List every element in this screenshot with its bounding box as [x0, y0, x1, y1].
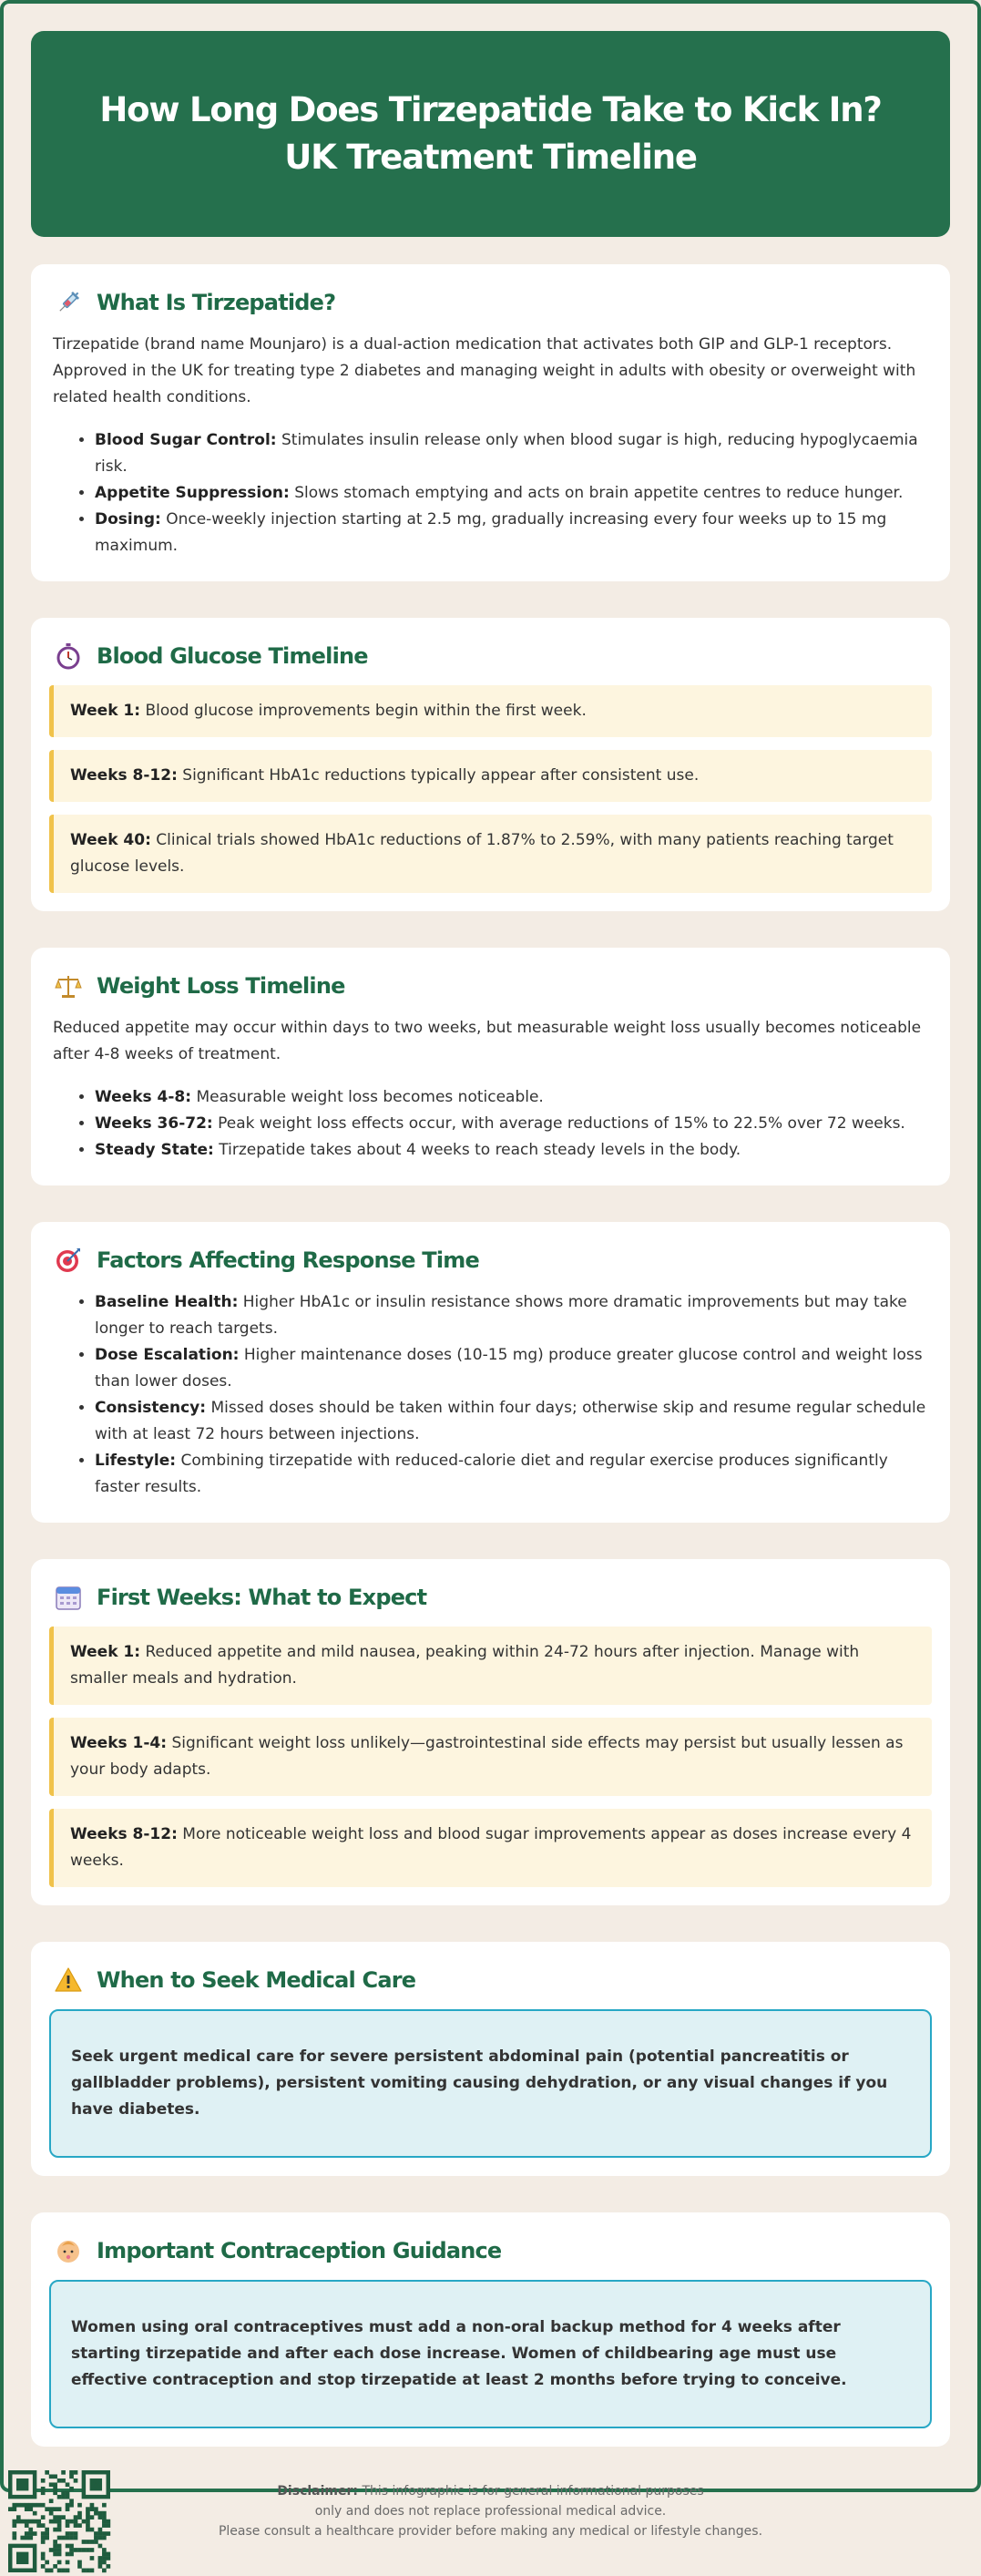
list-item: [95, 507, 932, 559]
disclaimer-text: This infographic is for general informational purposes: [358, 2484, 704, 2499]
list-item: [95, 1448, 932, 1501]
section-title: Important Contraception Guidance: [97, 2238, 502, 2263]
infographic: [31, 31, 950, 2556]
item-text: Slows stomach emptying and acts on brain appetite centres to reduce hunger.: [289, 484, 904, 502]
section-intro: Tirzepatide (brand name Mounjaro) is a dual-action medication that activates both GIP and GLP-1 receptors. Approved in the UK for treating type 2 diabetes and managing weight in adults with obesity or overweight with related health conditions.: [53, 335, 916, 406]
section-heading: [49, 1242, 932, 1278]
item-label: Weeks 8-12:: [70, 766, 178, 785]
timeline-item: [49, 685, 932, 737]
item-text: Blood glucose improvements begin within the first week.: [140, 702, 587, 720]
item-text: Clinical trials showed HbA1c reductions of 1.87% to 2.59%, with many patients reaching target glucose levels.: [70, 831, 894, 876]
section-heading: [49, 2232, 932, 2269]
item-label: Blood Sugar Control:: [95, 431, 277, 449]
section-heading: [49, 284, 932, 321]
section-title: What Is Tirzepatide?: [97, 290, 336, 315]
disclaimer-line: [31, 2481, 950, 2501]
alert-box: Seek urgent medical care for severe persistent abdominal pain (potential pancreatitis or gallbladder problems), persistent vomiting causing dehydration, or any visual changes if you have diabetes.: [49, 2009, 932, 2158]
warning-icon: [55, 1966, 82, 1994]
section-medical-care: [31, 1942, 950, 2176]
item-label: Weeks 1-4:: [70, 1734, 168, 1752]
stopwatch-icon: [55, 642, 82, 670]
item-label: Dose Escalation:: [95, 1346, 240, 1364]
section-intro: Reduced appetite may occur within days to two weeks, but measurable weight loss usually becomes noticeable after 4-8 weeks of treatment.: [53, 1019, 922, 1063]
item-label: Lifestyle:: [95, 1452, 177, 1470]
item-label: Appetite Suppression:: [95, 484, 290, 502]
item-text: Peak weight loss effects occur, with average reductions of 15% to 22.5% over 72 weeks.: [212, 1114, 905, 1133]
footer: [31, 2465, 950, 2556]
item-text: More noticeable weight loss and blood sugar improvements appear as doses increase every 4 weeks.: [70, 1825, 912, 1870]
target-icon: [55, 1247, 82, 1274]
disclaimer: [31, 2481, 950, 2541]
page-title: How Long Does Tirzepatide Take to Kick In? UK Treatment Timeline: [99, 90, 882, 177]
bullet-list: [95, 427, 932, 559]
section-title: Factors Affecting Response Time: [97, 1247, 479, 1273]
item-label: Weeks 4-8:: [95, 1088, 192, 1106]
list-item: [95, 1084, 932, 1111]
item-text: Significant HbA1c reductions typically appear after consistent use.: [177, 766, 700, 785]
title-banner: [31, 31, 950, 237]
timeline-item: [49, 1627, 932, 1705]
list-item: [95, 427, 932, 480]
item-text: Missed doses should be taken within four days; otherwise skip and resume regular schedule with at least 72 hours between injections.: [95, 1399, 926, 1443]
disclaimer-line: only and does not replace professional medical advice.: [314, 2504, 667, 2519]
timeline-item: [49, 1809, 932, 1887]
scales-icon: [55, 972, 82, 1000]
syringe-icon: [55, 289, 82, 316]
disclaimer-label: Disclaimer:: [277, 2484, 358, 2499]
list-item: [95, 1111, 932, 1137]
list-item: [95, 1342, 932, 1395]
section-first-weeks: [31, 1559, 950, 1905]
item-text: Stimulates insulin release only when blood sugar is high, reducing hypoglycaemia risk.: [95, 431, 918, 476]
item-text: Significant weight loss unlikely—gastrointestinal side effects may persist but usually lessen as your body adapts.: [70, 1734, 904, 1779]
item-label: Consistency:: [95, 1399, 207, 1417]
item-label: Week 1:: [70, 1643, 141, 1661]
item-label: Weeks 36-72:: [95, 1114, 213, 1133]
section-heading: [49, 968, 932, 1004]
alert-box: Women using oral contraceptives must add a non-oral backup method for 4 weeks after starting tirzepatide and after each dose increase. Women of childbearing age must use effective contraception and stop tirzepatide at least 2 months before trying to conceive.: [49, 2280, 932, 2428]
item-label: Week 1:: [70, 702, 141, 720]
list-item: [95, 1137, 932, 1164]
baby-icon: [55, 2237, 82, 2264]
bullet-list: [95, 1084, 932, 1164]
item-text: Measurable weight loss becomes noticeable.: [191, 1088, 544, 1106]
timeline-item: [49, 815, 932, 893]
section-factors: [31, 1222, 950, 1523]
item-text: Higher maintenance doses (10-15 mg) produce greater glucose control and weight loss than lower doses.: [95, 1346, 923, 1391]
item-text: Higher HbA1c or insulin resistance shows more dramatic improvements but may take longer to reach targets.: [95, 1293, 907, 1338]
timeline-item: [49, 1718, 932, 1796]
item-text: Reduced appetite and mild nausea, peaking within 24-72 hours after injection. Manage with smaller meals and hydration.: [70, 1643, 860, 1688]
calendar-icon: [55, 1584, 82, 1611]
item-text: Once-weekly injection starting at 2.5 mg, gradually increasing every four weeks up to 15 mg maximum.: [95, 510, 887, 555]
item-label: Baseline Health:: [95, 1293, 239, 1311]
item-label: Week 40:: [70, 831, 151, 849]
section-heading: [49, 638, 932, 674]
list-item: [95, 1289, 932, 1342]
section-heading: [49, 1579, 932, 1616]
section-title: Weight Loss Timeline: [97, 973, 345, 999]
timeline-item: [49, 750, 932, 802]
item-text: Combining tirzepatide with reduced-calorie diet and regular exercise produces significantly faster results.: [95, 1452, 888, 1496]
section-title: When to Seek Medical Care: [97, 1967, 416, 1993]
section-glucose-timeline: [31, 618, 950, 911]
item-label: Steady State:: [95, 1141, 214, 1159]
section-weight-timeline: [31, 948, 950, 1185]
section-what-is: [31, 264, 950, 581]
list-item: [95, 1395, 932, 1448]
item-label: Weeks 8-12:: [70, 1825, 178, 1843]
item-label: Dosing:: [95, 510, 161, 529]
section-heading: [49, 1962, 932, 1998]
item-text: Tirzepatide takes about 4 weeks to reach steady levels in the body.: [213, 1141, 741, 1159]
section-contraception: [31, 2212, 950, 2447]
section-title: First Weeks: What to Expect: [97, 1585, 427, 1610]
section-title: Blood Glucose Timeline: [97, 643, 368, 669]
disclaimer-line: Please consult a healthcare provider before making any medical or lifestyle changes.: [218, 2524, 763, 2539]
bullet-list: [95, 1289, 932, 1501]
list-item: [95, 480, 932, 507]
